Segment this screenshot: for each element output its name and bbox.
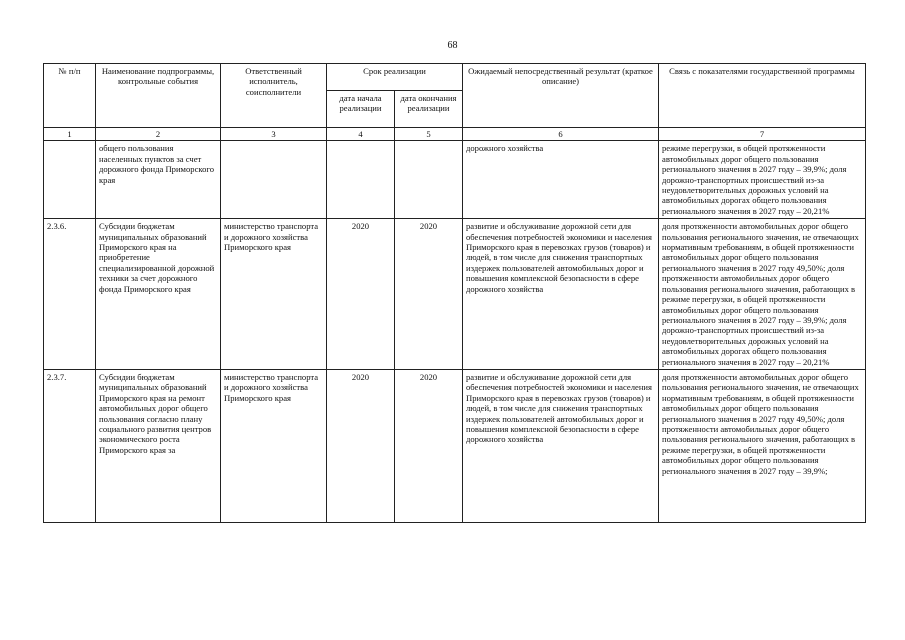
header-result: Ожидаемый непосредственный результат (краткое описание) [463,64,659,128]
column-number: 6 [463,128,659,141]
row-num: 2.3.7. [44,369,96,522]
header-num: № п/п [44,64,96,128]
table-row [44,369,866,522]
row-name: Субсидии бюджетам муниципальных образований Приморского края на ремонт автомобильных дорог общего пользования согласно плану социального развития центров экономического роста Приморского края за [96,369,221,522]
column-number: 4 [327,128,395,141]
row-end [395,141,463,219]
column-number: 3 [221,128,327,141]
row-result: развитие и обслуживание дорожной сети для обеспечения потребностей экономики и населения Приморского края в перевозках грузов (товаров) и людей, в том числе для снижения транспортных издержек пользователей автомобильных дорог и повышения комплексной безопасности в сфере дорожного хозяйства [463,369,659,522]
column-number: 7 [659,128,866,141]
row-name: Субсидии бюджетам муниципальных образований Приморского края на приобретение специализированной дорожной техники за счет дорожного фонда Приморского края [96,219,221,370]
row-responsible [221,141,327,219]
row-start: 2020 [327,369,395,522]
row-start [327,141,395,219]
program-table [43,63,866,523]
table-row [44,141,866,219]
row-responsible: министерство транспорта и дорожного хозяйства Приморского края [221,219,327,370]
header-link: Связь с показателями государственной программы [659,64,866,128]
row-link: режиме перегрузки, в общей протяженности автомобильных дорог общего пользования регионального значения в 2027 году – 39,9%; доля дорожно-транспортных происшествий из-за неудовлетворительных дорожных условий на автомобильных дорогах общего пользования регионального значения в 2027 году – 20,21% [659,141,866,219]
header-end: дата окончания реализации [395,91,463,128]
row-responsible: министерство транспорта и дорожного хозяйства Приморского края [221,369,327,522]
header-responsible: Ответственный исполнитель, соисполнители [221,64,327,128]
column-number: 1 [44,128,96,141]
row-start: 2020 [327,219,395,370]
header-period: Срок реализации [327,64,463,91]
column-numbers-row [44,128,866,141]
row-num [44,141,96,219]
column-number: 5 [395,128,463,141]
header-name: Наименование подпрограммы, контрольные события [96,64,221,128]
table-row [44,219,866,370]
page-number: 68 [447,40,458,51]
row-end: 2020 [395,369,463,522]
row-name: общего пользования населенных пунктов за счет дорожного фонда Приморского края [96,141,221,219]
row-end: 2020 [395,219,463,370]
row-num: 2.3.6. [44,219,96,370]
header-start: дата начала реализации [327,91,395,128]
column-number: 2 [96,128,221,141]
row-result: развитие и обслуживание дорожной сети для обеспечения потребностей экономики и населения Приморского края в перевозках грузов (товаров) и людей, в том числе для снижения транспортных издержек пользователей автомобильных дорог и повышения комплексной безопасности в сфере дорожного хозяйства [463,219,659,370]
row-link: доля протяженности автомобильных дорог общего пользования регионального значения, не отвечающих нормативным требованиям, в общей протяженности автомобильных дорог общего пользования регионального значения в 2027 году 49,50%; доля протяженности автомобильных дорог общего пользования регионального значения, работающих в режиме перегрузки, в общей протяженности автомобильных дорог общего пользования регионального значения в 2027 году – 39,9%; [659,369,866,522]
row-link: доля протяженности автомобильных дорог общего пользования регионального значения, не отвечающих нормативным требованиям, в общей протяженности автомобильных дорог общего пользования регионального значения в 2027 году 49,50%; доля протяженности автомобильных дорог общего пользования регионального значения, работающих в режиме перегрузки, в общей протяженности автомобильных дорог общего пользования регионального значения в 2027 году – 39,9%; доля дорожно-транспортных происшествий из-за неудовлетворительных дорожных условий на автомобильных дорогах общего пользования регионального значения в 2027 году – 20,21% [659,219,866,370]
row-result: дорожного хозяйства [463,141,659,219]
